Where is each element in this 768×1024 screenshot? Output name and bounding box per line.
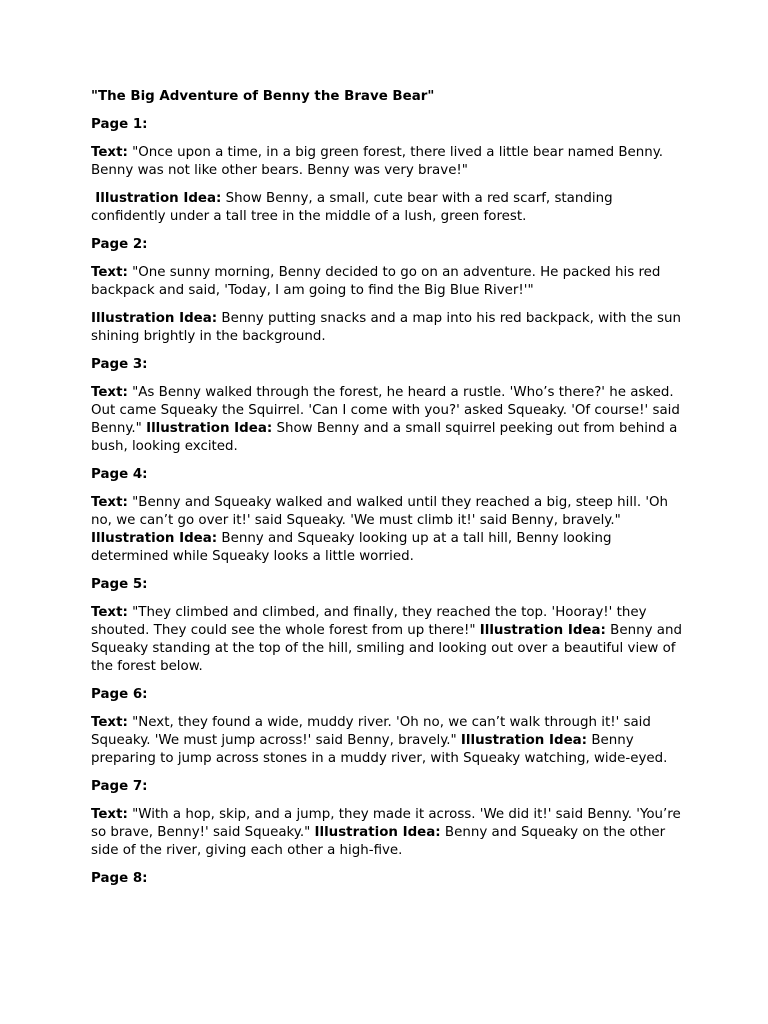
page-heading: Page 8: bbox=[91, 871, 148, 886]
page-heading: Page 3: bbox=[91, 357, 148, 372]
page-heading: Page 1: bbox=[91, 117, 148, 132]
illustration-label: Illustration Idea: bbox=[460, 733, 588, 748]
page-text: "Benny and Squeaky walked and walked until they reached a big, steep hill. 'Oh no, we can’t go over it!' said Squeaky. 'We must climb it!' said Benny, bravely." bbox=[91, 495, 669, 528]
illustration-label: Illustration Idea: bbox=[314, 825, 441, 840]
page-text: "Next, they found a wide, muddy river. 'Oh no, we can’t walk through it!' said Squeaky. 'We must jump across!' said Benny, bravely." bbox=[91, 715, 651, 748]
document-title: "The Big Adventure of Benny the Brave Bear" bbox=[91, 89, 435, 104]
illustration-text: Benny putting snacks and a map into his red backpack, with the sun shining brightly in the background. bbox=[91, 311, 681, 344]
illustration-text: Show Benny and a small squirrel peeking out from behind a bush, looking excited. bbox=[91, 421, 678, 454]
illustration-label: Illustration Idea: bbox=[479, 623, 606, 638]
text-label: Text: bbox=[91, 145, 128, 160]
page-text-paragraph bbox=[91, 494, 687, 566]
illustration-text: Benny and Squeaky looking up at a tall hill, Benny looking determined while Squeaky looks a little worried. bbox=[91, 531, 612, 564]
page-heading: Page 4: bbox=[91, 467, 148, 482]
page-text-paragraph bbox=[91, 264, 687, 300]
page-heading: Page 5: bbox=[91, 577, 148, 592]
text-label: Text: bbox=[91, 495, 128, 510]
page-heading: Page 2: bbox=[91, 237, 148, 252]
document-body bbox=[91, 88, 687, 898]
text-label: Text: bbox=[91, 807, 128, 822]
page-text: "Once upon a time, in a big green forest, there lived a little bear named Benny. Benny was not like other bears. Benny was very brave!" bbox=[91, 145, 663, 178]
page-text: "As Benny walked through the forest, he heard a rustle. 'Who’s there?' he asked. Out came Squeaky the Squirrel. 'Can I come with you?' asked Squeaky. 'Of course!' said Benny." bbox=[91, 385, 680, 436]
illustration-label: Illustration Idea: bbox=[146, 421, 273, 436]
illustration-text: Show Benny, a small, cute bear with a red scarf, standing confidently under a tall tree in the middle of a lush, green forest. bbox=[91, 191, 613, 224]
illustration-text: Benny and Squeaky on the other side of the river, giving each other a high-five. bbox=[91, 825, 666, 858]
page-text-paragraph bbox=[91, 714, 687, 768]
page-text: "One sunny morning, Benny decided to go on an adventure. He packed his red backpack and said, 'Today, I am going to find the Big Blue River!'" bbox=[91, 265, 661, 298]
page-text: "They climbed and climbed, and finally, they reached the top. 'Hooray!' they shouted. They could see the whole forest from up there!" bbox=[91, 605, 647, 638]
illustration-paragraph bbox=[91, 310, 687, 346]
text-label: Text: bbox=[91, 605, 128, 620]
page-text-paragraph bbox=[91, 806, 687, 860]
text-label: Text: bbox=[91, 385, 128, 400]
illustration-paragraph bbox=[91, 190, 687, 226]
illustration-text: Benny preparing to jump across stones in a muddy river, with Squeaky watching, wide-eyed. bbox=[91, 733, 668, 766]
page-text-paragraph bbox=[91, 384, 687, 456]
illustration-label: Illustration Idea: bbox=[91, 311, 218, 326]
text-label: Text: bbox=[91, 265, 128, 280]
page-heading: Page 7: bbox=[91, 779, 148, 794]
page-text: "With a hop, skip, and a jump, they made it across. 'We did it!' said Benny. 'You’re so brave, Benny!' said Squeaky." bbox=[91, 807, 681, 840]
page-heading: Page 6: bbox=[91, 687, 148, 702]
text-label: Text: bbox=[91, 715, 128, 730]
illustration-text: Benny and Squeaky standing at the top of the hill, smiling and looking out over a beautiful view of the forest below. bbox=[91, 623, 682, 674]
page-text-paragraph bbox=[91, 604, 687, 676]
illustration-label: Illustration Idea: bbox=[91, 531, 218, 546]
page-text-paragraph bbox=[91, 144, 687, 180]
illustration-label: Illustration Idea: bbox=[95, 191, 222, 206]
